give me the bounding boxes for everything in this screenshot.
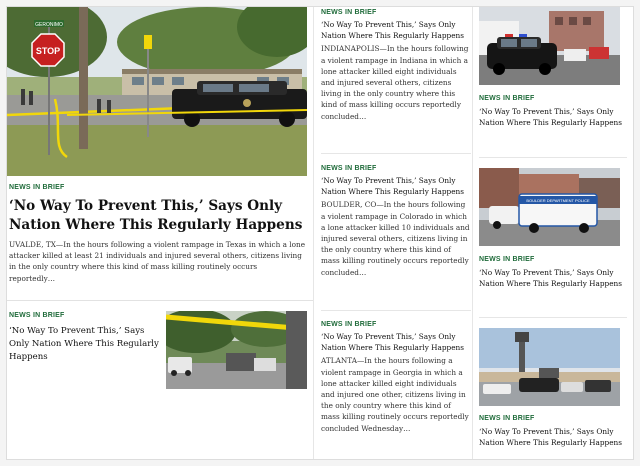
lead-headline[interactable]: ‘No Way To Prevent This,’ Says Only Nation Where This Regularly Happens xyxy=(9,198,303,233)
divider xyxy=(321,153,471,154)
right-column xyxy=(479,7,633,459)
divider xyxy=(7,300,313,301)
lead-kicker[interactable]: NEWS IN BRIEF xyxy=(9,184,65,191)
second-story-image[interactable] xyxy=(166,311,307,389)
article-kicker[interactable]: NEWS IN BRIEF xyxy=(479,256,535,263)
van-text: BOULDER DEPARTMENT POLICE xyxy=(526,198,590,203)
article-card xyxy=(321,165,471,278)
lead-story-image[interactable] xyxy=(7,7,307,176)
column-divider xyxy=(472,7,473,459)
column-divider xyxy=(313,7,314,459)
article-kicker[interactable]: NEWS IN BRIEF xyxy=(479,415,535,422)
second-headline[interactable]: ‘No Way To Prevent This,’ Says Only Nation Where This Regularly Happens xyxy=(9,326,159,362)
second-kicker[interactable]: NEWS IN BRIEF xyxy=(9,312,65,319)
thumbnail-image[interactable] xyxy=(479,328,620,406)
divider xyxy=(479,317,627,318)
article-headline[interactable]: ‘No Way To Prevent This,’ Says Only Nation Where This Regularly Happens xyxy=(479,427,622,448)
article-kicker[interactable]: NEWS IN BRIEF xyxy=(321,321,377,328)
news-grid xyxy=(7,7,633,459)
article-headline[interactable]: ‘No Way To Prevent This,’ Says Only Nation Where This Regularly Happens xyxy=(321,332,464,353)
street-sign-text: GERONIMO xyxy=(35,22,63,28)
article-kicker[interactable]: NEWS IN BRIEF xyxy=(321,9,377,16)
article-headline[interactable]: ‘No Way To Prevent This,’ Says Only Nation Where This Regularly Happens xyxy=(479,107,622,128)
article-card xyxy=(321,321,471,434)
divider xyxy=(479,157,627,158)
article-kicker[interactable]: NEWS IN BRIEF xyxy=(479,95,535,102)
divider xyxy=(321,310,471,311)
article-headline[interactable]: ‘No Way To Prevent This,’ Says Only Nation Where This Regularly Happens xyxy=(321,20,464,41)
middle-column xyxy=(321,7,471,459)
article-body: INDIANAPOLIS—In the hours following a violent rampage in Indiana in which a lone attacker killed eight individuals and injured several others, citizens living in the only country where this kind of mass killing occurs reportedly concluded… xyxy=(321,44,469,121)
article-kicker[interactable]: NEWS IN BRIEF xyxy=(321,165,377,172)
thumbnail-image[interactable] xyxy=(479,7,620,85)
article-body: ATLANTA—In the hours following a violent rampage in Georgia in which a lone attacker killed eight individuals and injured one other, citizens living in the only country where this kind of mass killing routinely occurs reportedly concluded Wednesday… xyxy=(321,356,469,433)
main-column xyxy=(7,7,307,459)
article-body: BOULDER, CO—In the hours following a violent rampage in Colorado in which a lone attacker killed 10 individuals and injured several others, citizens living in the only country where this kind of mass killing routinely occurs reportedly concluded… xyxy=(321,200,470,277)
lead-body: UVALDE, TX—In the hours following a violent rampage in Texas in which a lone attacker killed at least 21 individuals and injured several others, citizens living in the only country where this kind of mass killing routinely occurs reportedly… xyxy=(9,240,306,283)
stop-sign-text: STOP xyxy=(35,46,61,56)
article-card xyxy=(321,9,471,122)
thumbnail-image[interactable] xyxy=(479,168,620,246)
article-headline[interactable]: ‘No Way To Prevent This,’ Says Only Nation Where This Regularly Happens xyxy=(479,268,622,289)
article-headline[interactable]: ‘No Way To Prevent This,’ Says Only Nation Where This Regularly Happens xyxy=(321,176,464,197)
